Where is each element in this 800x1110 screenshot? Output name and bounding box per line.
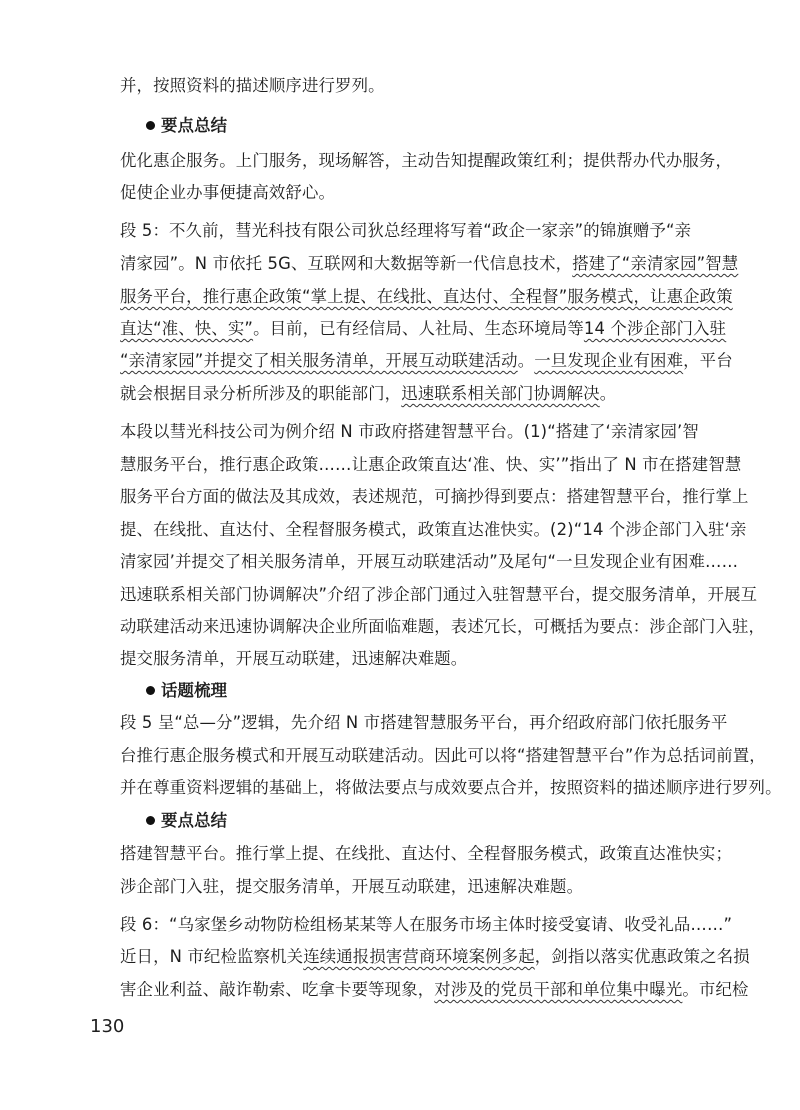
bullet-dot-icon: [146, 121, 155, 130]
section-heading-summary: 要点总结: [146, 810, 227, 832]
summary-line: 搭建智慧平台。推行掌上提、在线批、直达付、全程督服务模式，政策直达准快实；: [120, 844, 733, 863]
paragraph-seg5-line: 服务平台，推行惠企政策“掌上提、在线批、直达付、全程督”服务模式，让惠企政策: [120, 287, 733, 306]
highlighted-phrase: 直达“准、快、实”: [120, 319, 254, 338]
highlighted-phrase: 一旦发现企业有困难: [534, 351, 684, 370]
paragraph-seg6-line: 近日，N 市纪检监察机关连续通报损害营商环境案例多起，剑指以落实优惠政策之名损: [120, 947, 750, 966]
highlighted-phrase: 连续通报损害营商环境案例多起: [303, 947, 535, 966]
paragraph-seg5-line: 段 5：不久前，彗光科技有限公司狄总经理将写着“政企一家亲”的锦旗赠予“亲: [120, 221, 692, 240]
text-line: 促使企业办事便捷高效舒心。: [120, 183, 336, 202]
paragraph-seg5-line: 就会根据目录分析所涉及的职能部门，迅速联系相关部门协调解决。: [120, 384, 617, 403]
text-line: 并，按照资料的描述顺序进行罗列。: [120, 76, 385, 95]
bullet-dot-icon: [146, 686, 155, 695]
paragraph-seg6-line: 段 6：“乌家堡乡动物防检组杨某某等人在服务市场主体时接受宴请、收受礼品……”: [120, 915, 733, 934]
paragraph-seg5-line: 清家园”。N 市依托 5G、互联网和大数据等新一代信息技术，搭建了“亲清家园”智慧: [120, 254, 739, 273]
highlighted-phrase: 迅速联系相关部门协调解决: [401, 384, 600, 403]
topic-line: 台推行惠企服务模式和开展互动联建活动。因此可以将“搭建智慧平台”作为总括词前置，: [120, 746, 766, 765]
text-line: 优化惠企服务。上门服务，现场解答，主动告知提醒政策红利；提供帮办代办服务，: [120, 151, 733, 170]
highlighted-phrase: 搭建了“亲清家园”智慧: [572, 254, 739, 273]
paragraph-seg5-line: 直达“准、快、实”。目前，已有经信局、人社局、生态环境局等14 个涉企部门入驻: [120, 319, 727, 338]
analysis-line: 本段以彗光科技公司为例介绍 N 市政府搭建智慧平台。(1)“搭建了‘亲清家园’智: [120, 422, 699, 441]
analysis-line: 提交服务清单，开展互动联建，迅速解决难题。: [120, 649, 468, 668]
page-number: 130: [90, 1016, 125, 1037]
analysis-line: 迅速联系相关部门协调解决”介绍了涉企部门通过入驻智慧平台，提交服务清单，开展互: [120, 585, 758, 604]
highlighted-phrase: “亲清家园”并提交了相关服务清单，开展互动联建活动: [120, 351, 518, 370]
analysis-line: 提、在线批、直达付、全程督服务模式，政策直达准快实。(2)“14 个涉企部门入驻‘亲: [120, 520, 747, 539]
section-heading-summary: 要点总结: [146, 115, 227, 137]
paragraph-seg5-line: “亲清家园”并提交了相关服务清单，开展互动联建活动。一旦发现企业有困难，平台: [120, 351, 733, 370]
analysis-line: 慧服务平台，推行惠企政策……让惠企政策直达‘准、快、实’”指出了 N 市在搭建智慧: [120, 455, 742, 474]
paragraph-seg6-line: 害企业利益、敲诈勒索、吃拿卡要等现象，对涉及的党员干部和单位集中曝光。市纪检: [120, 980, 749, 999]
section-heading-topic: 话题梳理: [146, 680, 227, 702]
highlighted-phrase: 对涉及的党员干部和单位集中曝光: [434, 980, 683, 999]
analysis-line: 服务平台方面的做法及其成效，表述规范，可摘抄得到要点：搭建智慧平台，推行掌上: [120, 487, 749, 506]
summary-line: 涉企部门入驻，提交服务清单，开展互动联建，迅速解决难题。: [120, 877, 584, 896]
highlighted-phrase: 14 个涉企部门入驻: [583, 319, 727, 338]
analysis-line: 动联建活动来迅速协调解决企业所面临难题，表述冗长，可概括为要点：涉企部门入驻，: [120, 617, 766, 636]
bullet-dot-icon: [146, 816, 155, 825]
topic-line: 并在尊重资料逻辑的基础上，将做法要点与成效要点合并，按照资料的描述顺序进行罗列。: [120, 778, 782, 797]
analysis-line: 清家园’并提交了相关服务清单，开展互动联建活动”及尾句“一旦发现企业有困难……: [120, 552, 739, 571]
topic-line: 段 5 呈“总—分”逻辑，先介绍 N 市搭建智慧服务平台，再介绍政府部门依托服务平: [120, 713, 728, 732]
